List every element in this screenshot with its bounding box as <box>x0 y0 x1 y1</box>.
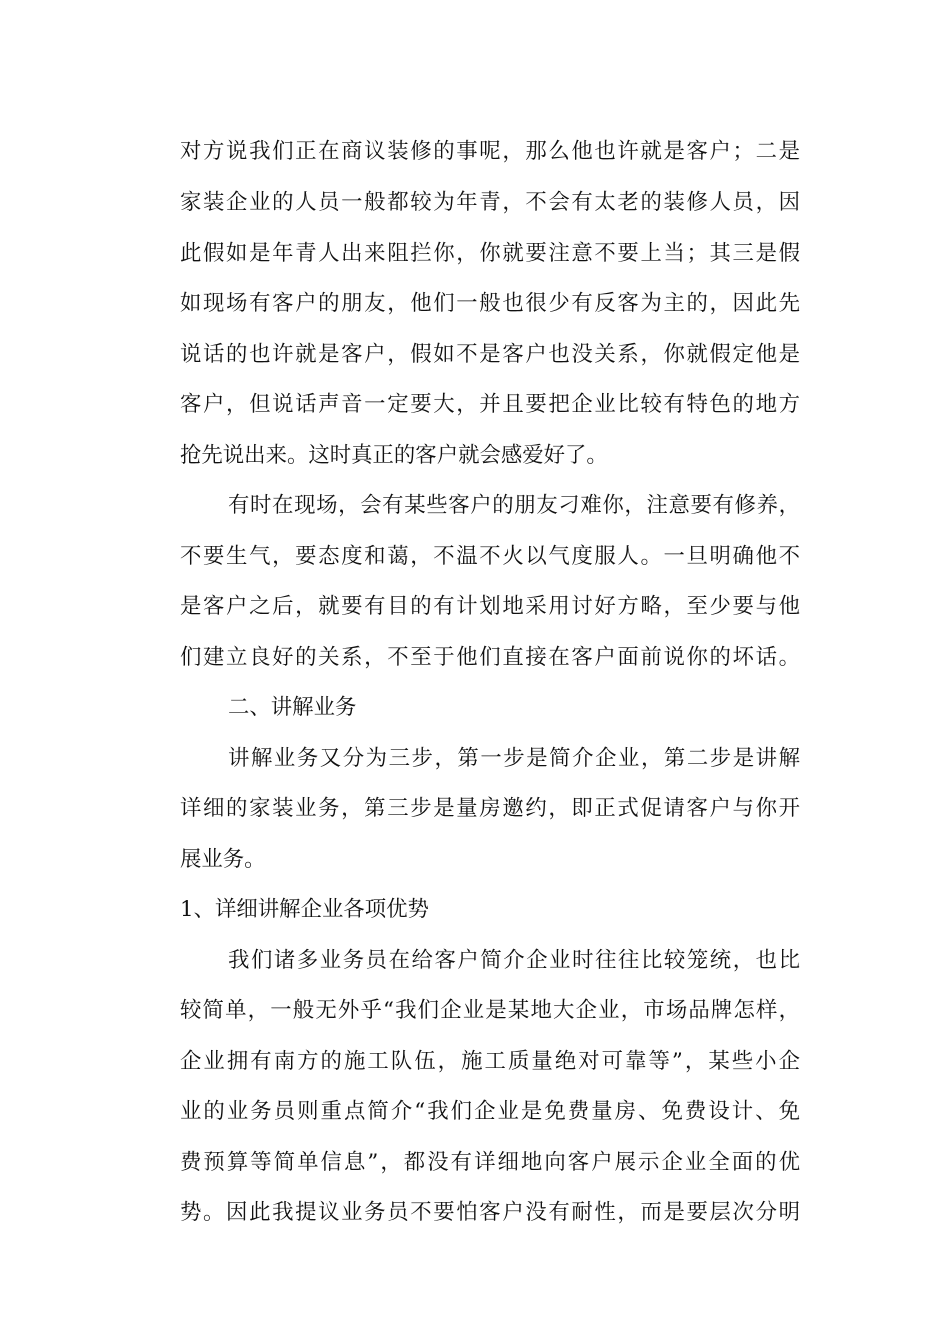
text-line: 势。因此我提议业务员不要怕客户没有耐性，而是要层次分明 <box>180 1200 800 1225</box>
text-line: 此假如是年青人出来阻拦你，你就要注意不要上当；其三是假 <box>180 241 800 266</box>
text-line: 是客户之后，就要有目的有计划地采用讨好方略，至少要与他 <box>180 594 800 619</box>
text-line: 我们诸多业务员在给客户简介企业时往往比较笼统，也比 <box>228 948 800 973</box>
section-heading: 二、讲解业务 <box>228 695 357 720</box>
text-line: 如现场有客户的朋友，他们一般也很少有反客为主的，因此先 <box>180 291 800 316</box>
text-line: 费预算等简单信息”，都没有详细地向客户展示企业全面的优 <box>180 1150 800 1175</box>
text-line: 说话的也许就是客户，假如不是客户也没关系，你就假定他是 <box>180 342 800 367</box>
text-line: 有时在现场，会有某些客户的朋友刁难你，注意要有修养， <box>228 493 800 518</box>
text-line: 较简单，一般无外乎“我们企业是某地大企业，市场品牌怎样， <box>180 998 800 1023</box>
text-line: 家装企业的人员一般都较为年青，不会有太老的装修人员，因 <box>180 190 800 215</box>
text-line: 详细的家装业务，第三步是量房邀约，即正式促请客户与你开 <box>180 796 800 821</box>
text-line: 不要生气，要态度和蔼，不温不火以气度服人。一旦明确他不 <box>180 544 800 569</box>
text-line: 对方说我们正在商议装修的事呢，那么他也许就是客户；二是 <box>180 139 800 164</box>
text-line: 业的业务员则重点简介“我们企业是免费量房、免费设计、免 <box>180 1099 800 1124</box>
text-line: 讲解业务又分为三步，第一步是简介企业，第二步是讲解 <box>228 746 800 771</box>
text-line: 抢先说出来。这时真正的客户就会感爱好了。 <box>180 443 608 468</box>
subsection-heading: 1、详细讲解企业各项优势 <box>180 897 429 922</box>
text-line: 展业务。 <box>180 847 266 872</box>
text-line: 企业拥有南方的施工队伍，施工质量绝对可靠等”，某些小企 <box>180 1049 800 1074</box>
text-line: 客户，但说话声音一定要大，并且要把企业比较有特色的地方 <box>180 392 800 417</box>
text-line: 们建立良好的关系，不至于他们直接在客户面前说你的坏话。 <box>180 645 800 670</box>
